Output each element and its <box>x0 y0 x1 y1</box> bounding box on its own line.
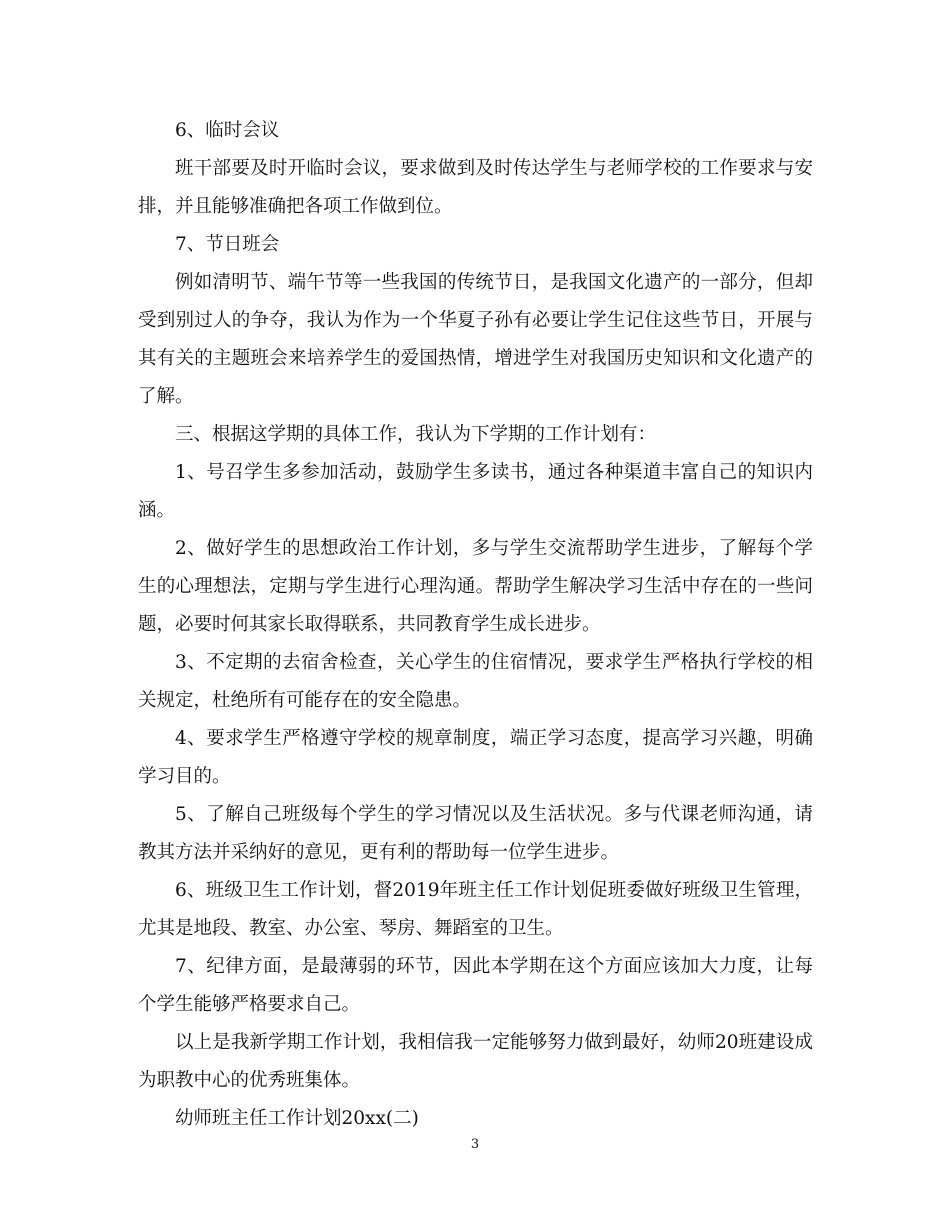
plan-item: 5、了解自己班级每个学生的学习情况以及生活状况。多与代课老师沟通，请教其方法并采纳好的意见，更有利的帮助每一位学生进步。 <box>138 804 813 863</box>
section-heading-holiday-meeting: 7、节日班会 <box>175 234 280 255</box>
section-heading-next-term-plan: 三、根据这学期的具体工作，我认为下学期的工作计划有： <box>175 424 657 445</box>
page-number: 3 <box>470 1137 480 1152</box>
next-section-title: 幼师班主任工作计划20xx(二) <box>175 1108 419 1129</box>
plan-item: 7、纪律方面，是最薄弱的环节，因此本学期在这个方面应该加大力度，让每个学生能够严格要求自己。 <box>138 956 813 1015</box>
paragraph: 例如清明节、端午节等一些我国的传统节日，是我国文化遗产的一部分，但却受到别过人的争夺，我认为作为一个华夏子孙有必要让学生记住这些节日，开展与其有关的主题班会来培养学生的爱国热情，增进学生对我国历史知识和文化遗产的了解。 <box>138 272 813 407</box>
plan-item: 6、班级卫生工作计划，督2019年班主任工作计划促班委做好班级卫生管理，尤其是地段、教室、办公室、琴房、舞蹈室的卫生。 <box>138 880 813 939</box>
plan-item: 3、不定期的去宿舍检查，关心学生的住宿情况，要求学生严格执行学校的相关规定，杜绝所有可能存在的安全隐患。 <box>138 652 813 711</box>
document-body <box>138 112 813 1138</box>
paragraph: 班干部要及时开临时会议，要求做到及时传达学生与老师学校的工作要求与安排，并且能够准确把各项工作做到位。 <box>138 158 813 217</box>
plan-item: 4、要求学生严格遵守学校的规章制度，端正学习态度，提高学习兴趣，明确学习目的。 <box>138 728 813 787</box>
plan-item: 2、做好学生的思想政治工作计划，多与学生交流帮助学生进步，了解每个学生的心理想法，定期与学生进行心理沟通。帮助学生解决学习生活中存在的一些问题，必要时何其家长取得联系，共同教育学生成长进步。 <box>138 538 813 635</box>
plan-item: 1、号召学生多参加活动，鼓励学生多读书，通过各种渠道丰富自己的知识内涵。 <box>138 462 813 521</box>
section-heading-temporary-meeting: 6、临时会议 <box>175 120 280 141</box>
closing-paragraph: 以上是我新学期工作计划，我相信我一定能够努力做到最好，幼师20班建设成为职教中心的优秀班集体。 <box>138 1032 813 1091</box>
